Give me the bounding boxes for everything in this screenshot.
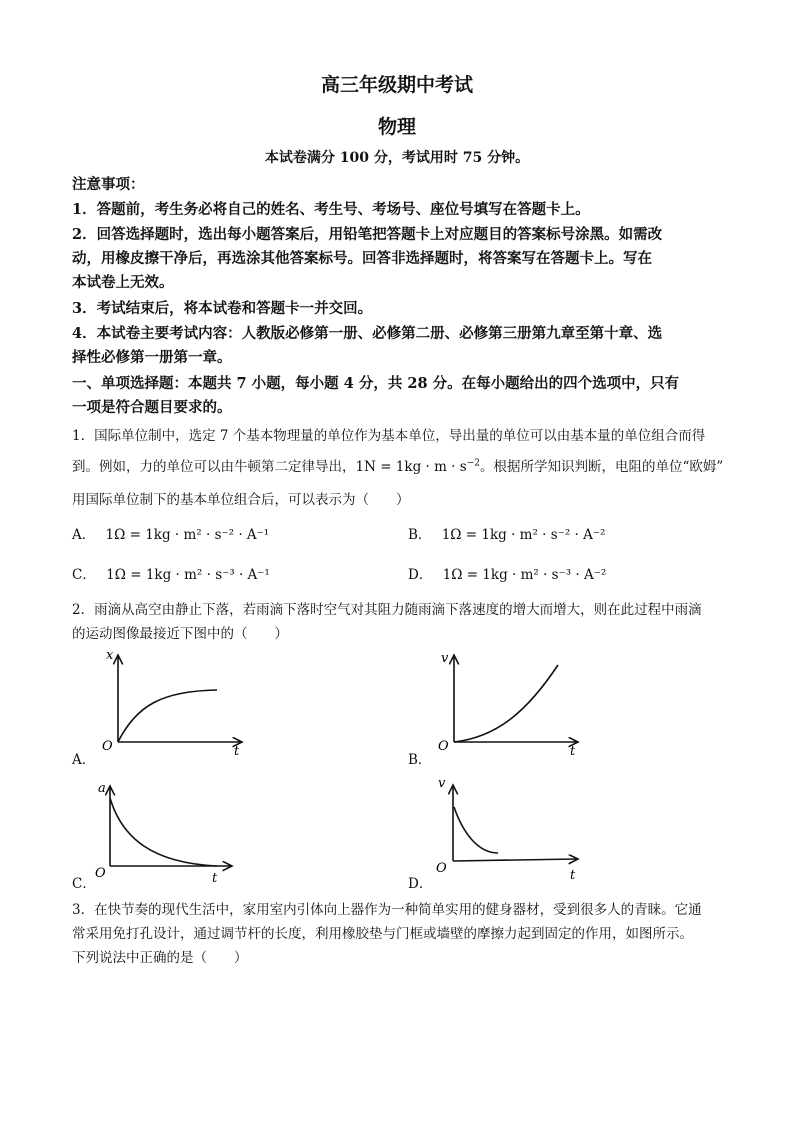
q1-option-c[interactable] [72,563,270,583]
graph-a[interactable] [92,645,252,760]
x-axis [453,859,578,861]
option-text: 1Ω = 1kg · m² · s⁻² · A⁻¹ [105,527,270,543]
graph-d-label: D． [408,876,433,892]
graph-a-label: A． [72,752,96,768]
q3-text: 3．在快节奏的现代生活中，家用室内引体向上器作为一种简单实用的健身器材，受到很多人的青睐。它通 [72,902,702,918]
graph-b-label: B． [408,752,432,768]
option-text: 1Ω = 1kg · m² · s⁻² · A⁻² [441,527,606,543]
x-axis-label: t [234,744,240,759]
q2-text-2: 的运动图像最接近下图中的（ ） [72,626,288,642]
notice-item: 本试卷上无效。 [72,274,174,291]
option-label: A． [72,527,96,543]
q2-text: 2．雨滴从高空由静止下落，若雨滴下落时空气对其阻力随雨滴下落速度的增大而增大，则在此过程中雨滴 [72,602,702,618]
q1-formula-exp: −2 [466,458,480,469]
graph-c-label: C． [72,876,96,892]
notice-item: 4．本试卷主要考试内容：人教版必修第一册、必修第二册、必修第三册第九章至第十章、选 [72,325,663,342]
origin-label: O [438,739,449,754]
curve [454,807,498,853]
section-heading-cont: 一项是符合题目要求的。 [72,399,232,416]
notice-item: 择性必修第一册第一章。 [72,349,232,366]
q1-formula: 1N = 1kg · m · s [355,459,467,475]
q1-option-d[interactable] [408,563,606,583]
y-axis-label: v [441,651,449,666]
notice-item: 动，用橡皮擦干净后，再选涂其他答案标号。回答非选择题时，将答案写在答题卡上。写在 [72,250,652,267]
x-axis-label: t [570,744,576,759]
q1-option-a[interactable] [72,523,269,543]
y-axis-label: x [106,648,114,663]
option-label: B． [408,527,432,543]
option-label: D． [408,567,433,583]
page-title: 高三年级期中考试 [320,74,473,96]
x-axis-label: t [212,871,218,886]
q1-text-3: 用国际单位制下的基本单位组合后，可以表示为（ ） [72,492,410,508]
notice-item: 3．考试结束后，将本试卷和答题卡一并交回。 [72,300,373,317]
origin-label: O [102,739,113,754]
subject-title: 物理 [377,116,416,138]
q1-text-2a: 到。例如，力的单位可以由牛顿第二定律导出， [72,459,356,475]
origin-label: O [95,866,106,881]
curve [110,798,217,866]
option-text: 1Ω = 1kg · m² · s⁻³ · A⁻¹ [106,567,270,583]
q1-text-2 [72,455,723,475]
y-axis-label: a [98,781,106,796]
origin-label: O [436,861,447,876]
q3-text-3: 下列说法中正确的是（ ） [72,950,248,966]
q3-text-2: 常采用免打孔设计，通过调节杆的长度，利用橡胶垫与门框或墙壁的摩擦力起到固定的作用，如图所示。 [72,926,693,942]
y-axis-label: v [438,776,446,791]
option-label: C． [72,567,96,583]
section-heading: 一、单项选择题：本题共 7 小题，每小题 4 分，共 28 分。在每小题给出的四个选项中，只有 [72,375,680,392]
curve [118,690,217,742]
q1-text-2b: 。根据所学知识判断，电阻的单位“欧姆” [479,459,724,475]
graph-b[interactable] [428,645,588,760]
x-axis-label: t [570,868,576,883]
notice-item: 2．回答选择题时，选出每小题答案后，用铅笔把答题卡上对应题目的答案标号涂黑。如需改 [72,226,663,243]
graph-d[interactable] [428,773,588,888]
option-text: 1Ω = 1kg · m² · s⁻³ · A⁻² [442,567,607,583]
exam-meta: 本试卷满分 100 分，考试用时 75 分钟。 [264,150,530,166]
q1-text: 1．国际单位制中，选定 7 个基本物理量的单位作为基本单位，导出量的单位可以由基本量的单位组合而得 [72,428,706,444]
notice-item: 1．答题前，考生务必将自己的姓名、考生号、考场号、座位号填写在答题卡上。 [72,201,590,218]
graph-c[interactable] [92,778,252,888]
notice-heading: 注意事项： [72,176,145,193]
curve [454,665,558,742]
q1-option-b[interactable] [408,523,605,543]
